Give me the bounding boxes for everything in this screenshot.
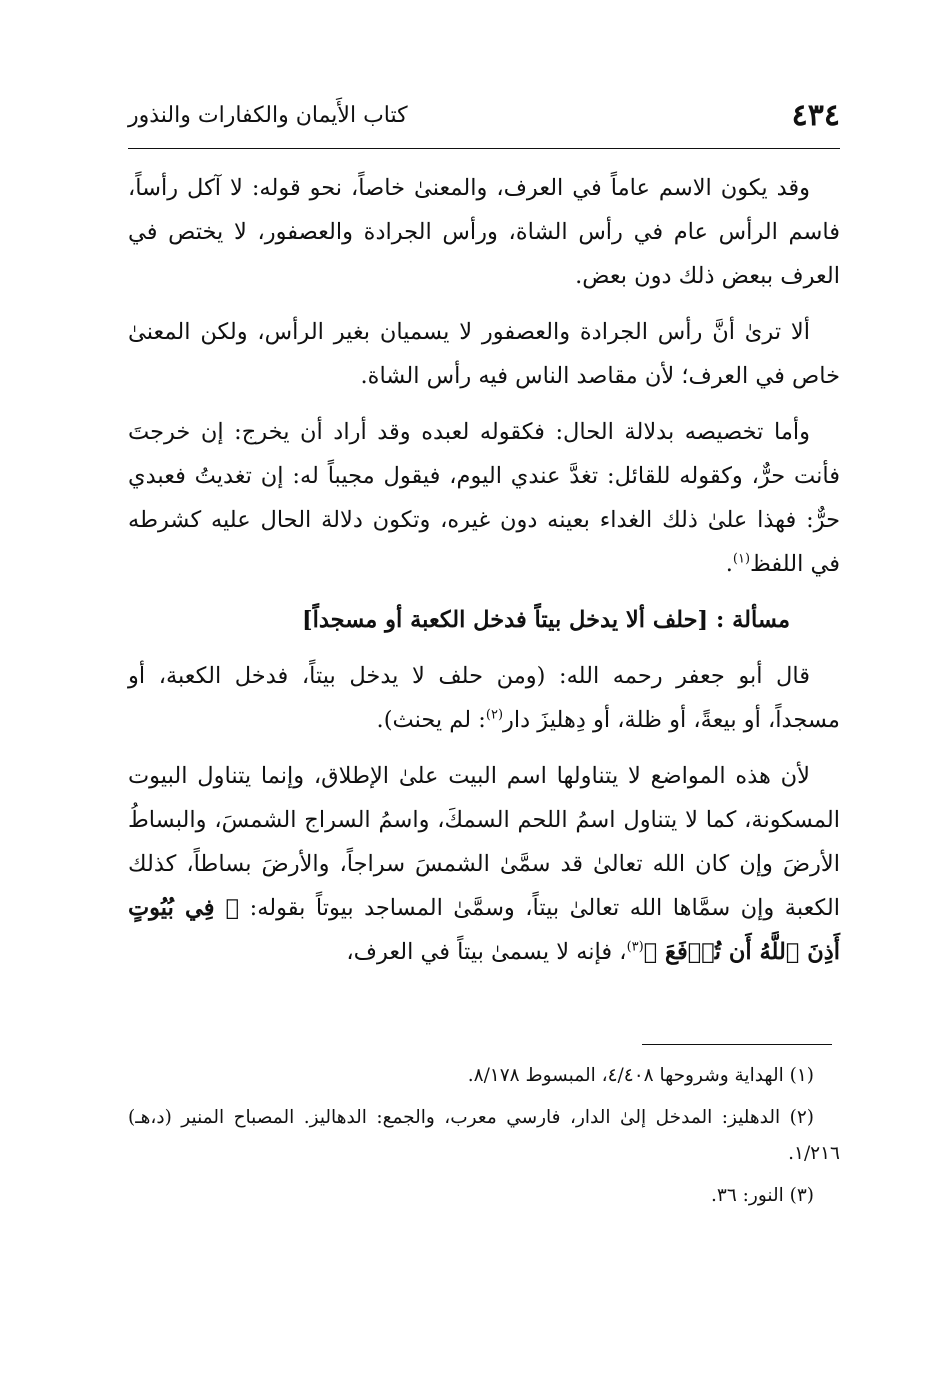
paragraph-text-cont: : لم يحنث). [376, 707, 486, 733]
running-title: كتاب الأَيمان والكفارات والنذور [128, 103, 408, 128]
footnote-ref: (٢) [485, 707, 504, 723]
header-rule [128, 148, 840, 149]
footnote-rule [642, 1044, 832, 1045]
paragraph-text: قال أبو جعفر رحمه الله: (ومن حلف لا يدخل بيتاً، فدخل الكعبة، أو مسجداً، أو بيعةً، أو ظلة، أو دِهليزَ دار [128, 663, 840, 733]
paragraph-text: وقد يكون الاسم عاماً في العرف، والمعنىٰ خاصاً، نحو قوله: لا آكل رأساً، فاسم الرأس عام في رأس الشاة، ورأس الجرادة والعصفور، لا يختص في العرف ببعض ذلك دون بعض. [128, 175, 840, 289]
paragraph [128, 654, 840, 742]
footnote-ref: (٣) [626, 939, 644, 955]
paragraph-text: لأن هذه المواضع لا يتناولها اسم البيت علىٰ الإطلاق، وإنما يتناول البيوت المسكونة، كما لا يتناول اسمُ اللحم السمكَ، واسمُ السراج الشمسَ، والبساطُ الأرضَ وإن كان الله تعالىٰ قد سمَّىٰ الشمسَ سراجاً، والأرضَ بساطاً، كذلك الكعبة وإن سمَّاها الله تعالىٰ بيتاً، وسمَّىٰ المساجد بيوتاً بقوله: [128, 763, 840, 921]
footnote: (٣) النور: ٣٦. [711, 1185, 814, 1206]
main-text [128, 166, 840, 986]
section-heading [128, 598, 840, 642]
page-header [128, 92, 840, 142]
footnote: (٢) الدهليز: المدخل إلىٰ الدار، فارسي معرب، والجمع: الدهاليز. المصباح المنير (د،هـ) ١/٢١٦. [128, 1107, 840, 1164]
paragraph [128, 166, 840, 298]
footnotes [128, 1058, 840, 1220]
quran-verse: ﴿ فِي بُيُوتٍ أَذِنَ ٱللَّهُ أَن تُرۡفَعَ ﴾ [128, 895, 840, 965]
paragraph-end: . [725, 551, 733, 577]
footnote-ref: (١) [732, 551, 751, 567]
paragraph-text-cont: ، فإنه لا يسمىٰ بيتاً في العرف، [346, 939, 627, 965]
paragraph [128, 310, 840, 398]
paragraph-text: وأما تخصيصه بدلالة الحال: فكقوله لعبده وقد أراد أن يخرج: إن خرجتَ فأنت حرٌّ، وكقوله للقائل: تغدَّ عندي اليوم، فيقول مجيباً له: إن تغديتُ فعبدي حرٌّ: فهذا علىٰ ذلك الغداء بعينه دون غيره، وتكون دلالة الحال عليه كشرطه في اللفظ [128, 419, 840, 577]
paragraph-text: ألا ترىٰ أنَّ رأس الجرادة والعصفور لا يسميان بغير الرأس، ولكن المعنىٰ خاص في العرف؛ لأن مقاصد الناس فيه رأس الشاة. [128, 319, 840, 389]
heading-text: مسألة : [حلف ألا يدخل بيتاً فدخل الكعبة أو مسجداً] [301, 607, 790, 633]
paragraph [128, 754, 840, 974]
footnote: (١) الهداية وشروحها ٤/٤٠٨، المبسوط ٨/١٧٨. [467, 1065, 814, 1086]
paragraph [128, 410, 840, 586]
page-number: ٤٣٤ [791, 98, 840, 133]
